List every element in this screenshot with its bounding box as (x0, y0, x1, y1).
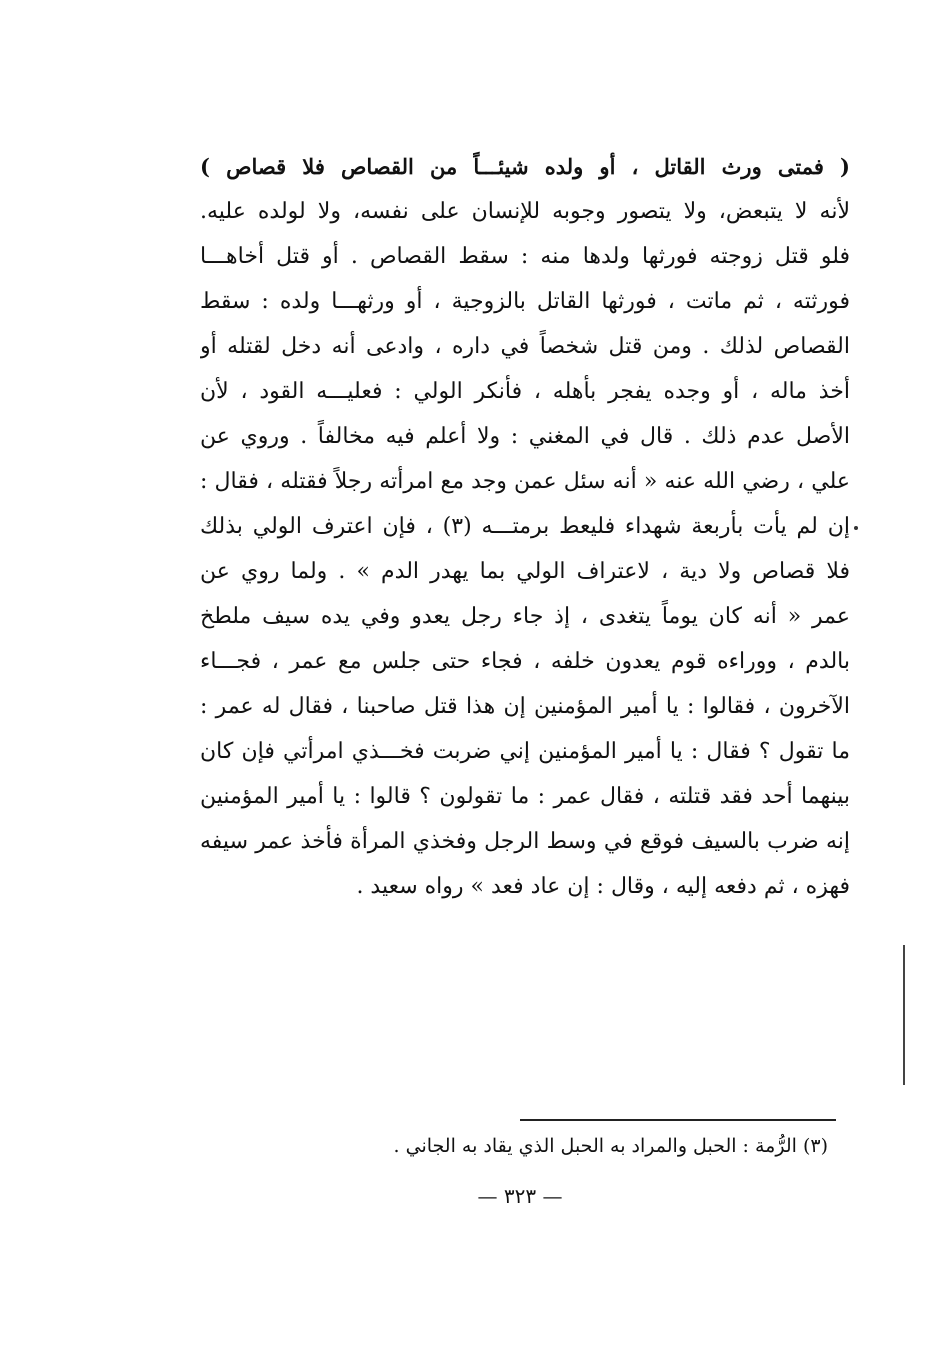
footnote: (٣) الرُّمة : الحبل والمراد به الحبل الذي يقاد به الجاني . (393, 1135, 828, 1157)
text-line: علي ، رضي الله عنه « أنه سئل عمن وجد مع امرأته رجلاً فقتله ، فقال : (200, 469, 850, 494)
scan-mark (854, 526, 858, 530)
footnote-divider (520, 1119, 836, 1121)
text-line: أخذ ماله ، أو وجده يفجر بأهله ، فأنكر الولي : فعليـــه القود ، لأن (200, 379, 850, 404)
text-line: فورثته ، ثم ماتت ، فورثها القاتل بالزوجية ، أو ورثهـــا ولده : سقط (200, 289, 850, 314)
text-line: عمر « أنه كان يوماً يتغدى ، إذ جاء رجل يعدو وفي يده سيف ملطخ (200, 604, 850, 629)
text-line: القصاص لذلك . ومن قتل شخصاً في داره ، وادعى أنه دخل لقتله أو (200, 334, 850, 359)
text-line: الآخرون ، فقالوا : يا أمير المؤمنين إن هذا قتل صاحبنا ، فقال له عمر : (200, 694, 850, 719)
section-heading: ( فمتى ورث القاتل ، أو ولده شيئـــاً من القصاص فلا قصاص ) (200, 154, 850, 179)
text-line: إن لم يأت بأربعة شهداء فليعط برمتـــه (٣) ، فإن اعترف الولي بذلك (200, 514, 850, 539)
text-line: ما تقول ؟ فقال : يا أمير المؤمنين إني ضربت فخـــذي امرأتي فإن كان (200, 739, 850, 764)
text-line: بينهما أحد فقد قتلته ، فقال عمر : ما تقولون ؟ قالوا : يا أمير المؤمنين (200, 784, 850, 809)
page-number: — ٣٢٣ — (477, 1184, 563, 1208)
margin-rule (903, 945, 905, 1085)
text-line: فلو قتل زوجته فورثها ولدها منه : سقط القصاص . أو قتل أخاهـــا (200, 244, 850, 269)
text-line: بالدم ، ووراءه قوم يعدون خلفه ، فجاء حتى جلس مع عمر ، فجـــاء (200, 649, 850, 674)
text-line: الأصل عدم ذلك . قال في المغني : ولا أعلم فيه مخالفاً . وروي عن (200, 424, 850, 449)
text-line: فلا قصاص ولا دية ، لاعتراف الولي بما يهدر الدم » . ولما روي عن (200, 559, 850, 584)
main-text (200, 144, 850, 909)
text-line: إنه ضرب بالسيف فوقع في وسط الرجل وفخذي المرأة فأخذ عمر سيفه (200, 829, 850, 854)
text-line: فهزه ، ثم دفعه إليه ، وقال : إن عاد فعد » رواه سعيد . (356, 874, 850, 899)
text-line: لأنه لا يتبعض، ولا يتصور وجوبه للإنسان على نفسه، ولا لولده عليه. (200, 199, 850, 224)
